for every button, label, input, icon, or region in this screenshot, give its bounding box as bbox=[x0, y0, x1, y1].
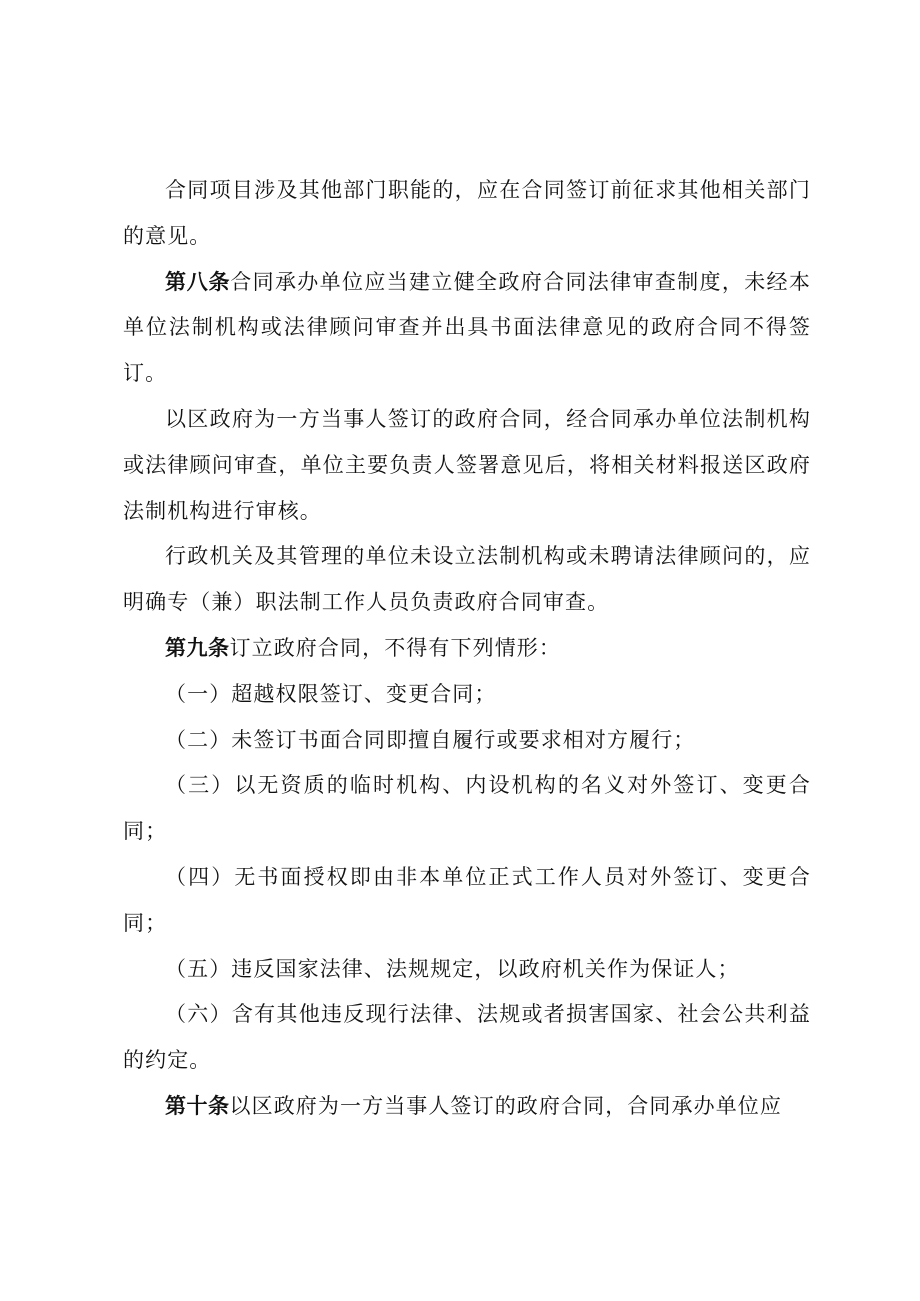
list-item-text: （五）违反国家法律、法规规定，以政府机关作为保证人； bbox=[165, 956, 740, 981]
paragraph-1 bbox=[123, 168, 811, 260]
list-item-3 bbox=[123, 763, 811, 855]
list-item-text: （二）未签订书面合同即擅自履行或要求相对方履行； bbox=[165, 727, 696, 752]
article-8-paragraph bbox=[123, 260, 811, 397]
paragraph-text: 合同承办单位应当建立健全政府合同法律审查制度，未经本单位法制机构或法律顾问审查并出具书面法律意见的政府合同不得签订。 bbox=[123, 269, 811, 386]
list-item-2 bbox=[123, 718, 811, 764]
paragraph-4 bbox=[123, 534, 811, 626]
list-item-text: （一）超越权限签订、变更合同； bbox=[165, 681, 497, 706]
document-page bbox=[123, 168, 811, 1130]
paragraph-text: 行政机关及其管理的单位未设立法制机构或未聘请法律顾问的，应明确专（兼）职法制工作人员负责政府合同审查。 bbox=[123, 544, 811, 615]
list-item-text: （六）含有其他违反现行法律、法规或者损害国家、社会公共利益的约定。 bbox=[123, 1002, 811, 1073]
list-item-text: （三）以无资质的临时机构、内设机构的名义对外签订、变更合同； bbox=[123, 773, 811, 844]
list-item-6 bbox=[123, 992, 811, 1084]
list-item-4 bbox=[123, 855, 811, 947]
paragraph-text: 以区政府为一方当事人签订的政府合同，经合同承办单位法制机构或法律顾问审查，单位主要负责人签署意见后，将相关材料报送区政府法制机构进行审核。 bbox=[123, 406, 811, 523]
article-heading: 第八条 bbox=[165, 269, 231, 294]
paragraph-text: 合同项目涉及其他部门职能的，应在合同签订前征求其他相关部门的意见。 bbox=[123, 178, 811, 248]
article-9-paragraph bbox=[123, 626, 811, 672]
article-heading: 第九条 bbox=[165, 635, 230, 660]
article-heading: 第十条 bbox=[165, 1093, 230, 1118]
paragraph-text: 以区政府为一方当事人签订的政府合同，合同承办单位应 bbox=[229, 1093, 782, 1118]
article-10-paragraph bbox=[123, 1084, 811, 1130]
paragraph-text: 订立政府合同，不得有下列情形： bbox=[229, 635, 561, 660]
list-item-1 bbox=[123, 672, 811, 718]
paragraph-3 bbox=[123, 397, 811, 534]
list-item-text: （四）无书面授权即由非本单位正式工作人员对外签订、变更合同； bbox=[123, 864, 811, 935]
list-item-5 bbox=[123, 947, 811, 993]
